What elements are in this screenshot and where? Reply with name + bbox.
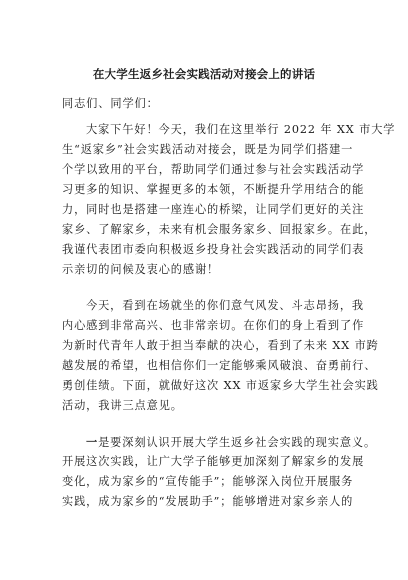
- body-line: 家乡、了解家乡，未来有机会服务家乡、回报家乡。在此，: [62, 223, 377, 236]
- body-line: 习更多的知识、掌握更多的本领，不断提升学用结合的能: [62, 183, 365, 196]
- body-line: 生“返家乡”社会实践活动对接会，既是为同学们搭建一: [62, 143, 354, 156]
- body-line: 示亲切的问候及衷心的感谢！: [62, 263, 220, 276]
- body-line: 勇创佳绩。下面，就做好这次 XX 市返家乡大学生社会实践: [62, 379, 379, 392]
- body-line: 大家下午好！今天，我们在这里举行 2022 年 XX 市大学: [86, 123, 396, 136]
- document-title: 在大学生返乡社会实践活动对接会上的讲话: [92, 67, 316, 81]
- body-line: 开展这次实践，让广大学子能够更加深刻了解家乡的发展: [62, 455, 365, 468]
- body-line: 越发展的希望，也相信你们一定能够乘风破浪、奋勇前行、: [62, 359, 377, 372]
- body-line: 力，同时也是搭建一座连心的桥梁，让同学们更好的关注: [62, 203, 365, 216]
- body-line: 我谨代表团市委向积极返乡投身社会实践活动的同学们表: [62, 243, 365, 256]
- body-line: 实践，成为家乡的“发展助手”；能够增进对家乡亲人的: [62, 495, 354, 508]
- point-one-line: [86, 435, 376, 450]
- body-line: 个学以致用的平台，帮助同学们通过参与社会实践活动学: [62, 163, 365, 176]
- point-one-marker: 一: [86, 435, 99, 449]
- body-line: 为新时代青年人敢于担当奉献的决心，看到了未来 XX 市跨: [62, 339, 379, 352]
- body-line: 今天，看到在场就坐的你们意气风发、斗志昂扬，我: [86, 299, 365, 312]
- point-one-text: 是要深刻认识开展大学生返乡社会实践的现实意义。: [98, 436, 377, 449]
- body-line: 变化，成为家乡的“宣传能手”；能够深入岗位开展服务: [62, 475, 354, 488]
- salutation: 同志们、同学们：: [62, 97, 159, 110]
- body-line: 内心感到非常高兴、也非常亲切。在你们的身上看到了作: [62, 319, 365, 332]
- body-line: 活动，我讲三点意见。: [62, 399, 183, 412]
